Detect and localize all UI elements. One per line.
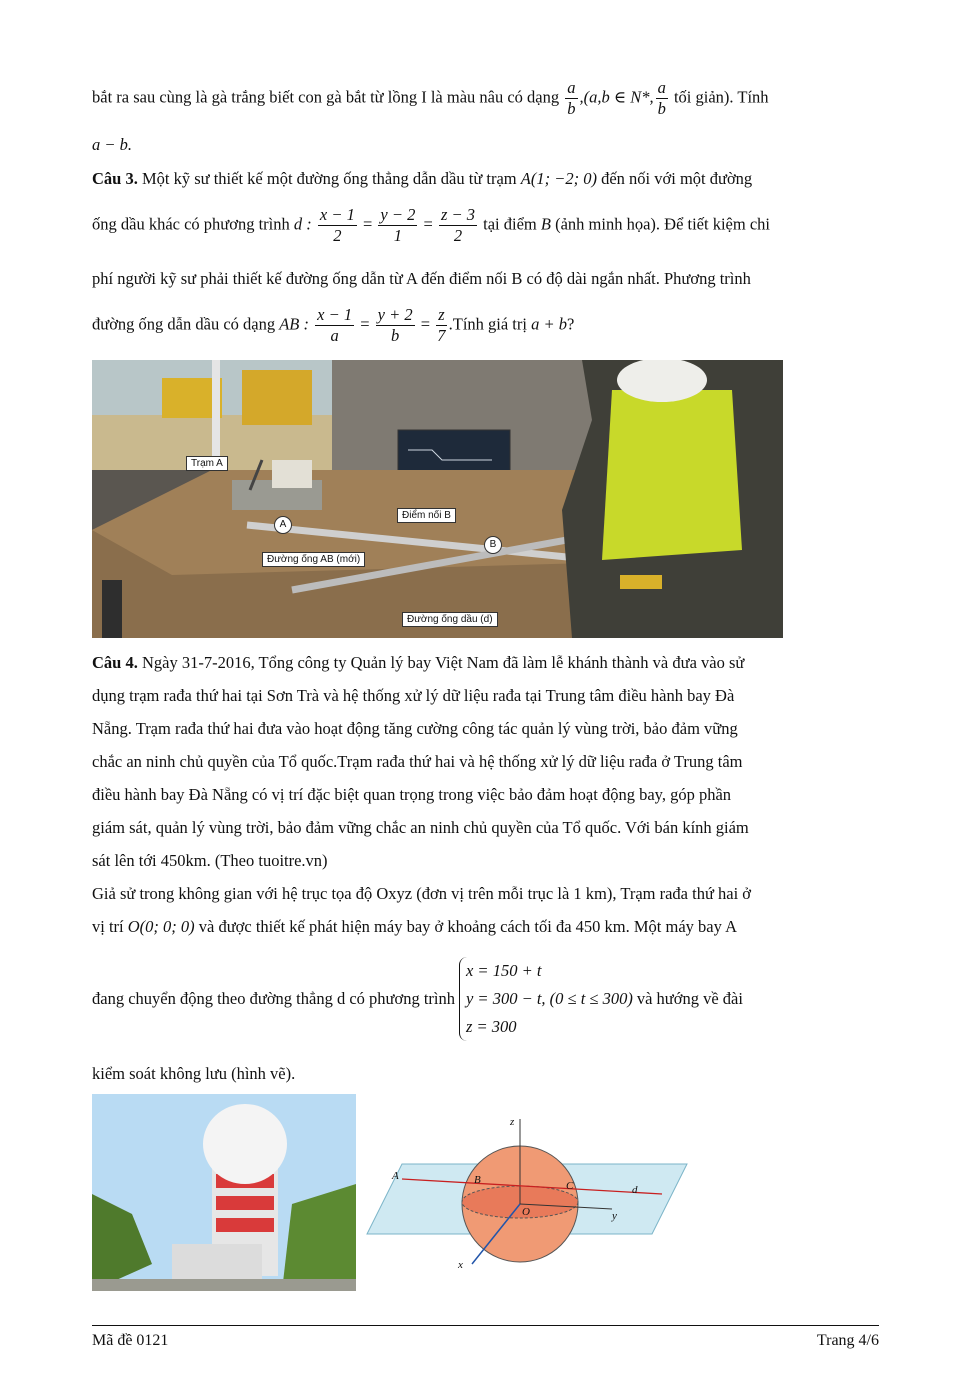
label-duong-ong-ab: Đường ống AB (mới) xyxy=(262,552,365,567)
axis-x-label: x xyxy=(458,1259,463,1271)
point-a-label: A xyxy=(392,1170,399,1182)
q4-p1-line1: dụng trạm rađa thứ hai tại Sơn Trà và hệ thống xử lý dữ liệu rađa tại Trung tâm điều hành bay Đà xyxy=(92,686,735,705)
line-d-label: d xyxy=(632,1184,638,1196)
q4-system-line: đang chuyển động theo đường thẳng d có phương trình x = 150 + t y = 300 − t, (0 ≤ t ≤ 300) z = 300 và hướng về đài xyxy=(92,957,879,1041)
point-a-marker: A xyxy=(274,516,292,534)
q3-line2: ống dầu khác có phương trình d : $\frac{x - 1}{2}$ = $\frac{y - 2}{1}$ = $\frac{z - 3}{2}$ tại điểm B (ảnh minh họa). Để tiết kiệm chi xyxy=(92,205,770,245)
sphere-diagram xyxy=(362,1114,692,1276)
q4-p2-line1: Giả sử trong không gian với hệ trục tọa độ Oxyz (đơn vị trên mỗi trục là 1 km), Trạm rađa thứ hai ở xyxy=(92,884,752,903)
label-duong-ong-dau: Đường ống dầu (d) xyxy=(402,612,498,627)
point-b-marker: B xyxy=(484,536,502,554)
q4-p1-line6: sát lên tới 450km. (Theo tuoitre.vn) xyxy=(92,851,328,870)
sphere-diagram-svg xyxy=(362,1114,692,1276)
point-b-label: B xyxy=(474,1174,481,1186)
page-footer xyxy=(92,1325,879,1356)
label-diem-noi-b: Điểm nối B xyxy=(397,508,456,523)
axis-z-label: z xyxy=(510,1116,515,1128)
q2-line2: a − b. xyxy=(92,135,133,154)
origin-o-label: O xyxy=(522,1206,530,1218)
exam-code: Mã đề 0121 xyxy=(92,1332,169,1349)
label-tram-a: Trạm A xyxy=(186,456,228,471)
q4-p1-line5: giám sát, quản lý vùng trời, bảo đảm vững chắc an ninh chủ quyền của Tổ quốc. Với bán kính giám xyxy=(92,818,749,837)
q4-p1-line3: chắc an ninh chủ quyền của Tổ quốc.Trạm rađa thứ hai và hệ thống xử lý dữ liệu rađa ở Trung tâm xyxy=(92,752,743,771)
q4-p2-line2: vị trí O(0; 0; 0) và được thiết kế phát hiện máy bay ở khoảng cách tối đa 450 km. Một máy bay A xyxy=(92,917,738,936)
q2-line1: bắt ra sau cùng là gà trắng biết con gà bắt từ lồng I là màu nâu có dạng $\frac{a}{b}$ ,(a,b ∈ N*, $\frac{a}{b}$ tối giản). Tính xyxy=(92,78,769,118)
q3-line4: đường ống dẫn dầu có dạng AB : $\frac{x - 1}{a}$ = $\frac{y + 2}{b}$ = $\frac{z}{7}$ .Tính giá trị a + b? xyxy=(92,305,575,345)
axis-y-label: y xyxy=(612,1210,617,1222)
q2-fraction: $\frac{a}{b}$ xyxy=(567,78,576,118)
q4-p1-line0: Câu 4. Ngày 31-7-2016, Tổng công ty Quản lý bay Việt Nam đã làm lễ khánh thành và đưa vào sử xyxy=(92,653,745,672)
q4-p1-line4: điều hành bay Đà Nẵng có vị trí đặc biệt quan trọng trong việc bảo đảm hoạt động bay, góp phần xyxy=(92,785,732,804)
q3-line3: phí người kỹ sư phải thiết kế đường ống dẫn từ A đến điểm nối B có độ dài ngắn nhất. Phương trình xyxy=(92,269,751,288)
pipeline-illustration xyxy=(92,360,783,638)
parametric-system: x = 150 + t y = 300 − t, (0 ≤ t ≤ 300) z = 300 xyxy=(459,957,633,1041)
q4-p1-line2: Nẵng. Trạm rađa thứ hai đưa vào hoạt động tăng cường công tác quản lý vùng trời, bảo đảm vững xyxy=(92,719,738,738)
q4-line-final: kiểm soát không lưu (hình vẽ). xyxy=(92,1064,296,1083)
radar-station-photo xyxy=(92,1094,356,1291)
q3-line1: Câu 3. Một kỹ sư thiết kế một đường ống thẳng dẫn dầu từ trạm A(1; −2; 0) đến nối với một đường xyxy=(92,169,753,188)
point-c-label: C xyxy=(566,1180,574,1192)
pipeline-scene-svg xyxy=(92,360,783,638)
q2-fraction-2: $\frac{a}{b}$ xyxy=(657,78,666,118)
page-number: Trang 4/6 xyxy=(816,1332,879,1349)
radar-station-svg xyxy=(92,1094,356,1291)
q4-paragraph-1 xyxy=(92,646,879,943)
